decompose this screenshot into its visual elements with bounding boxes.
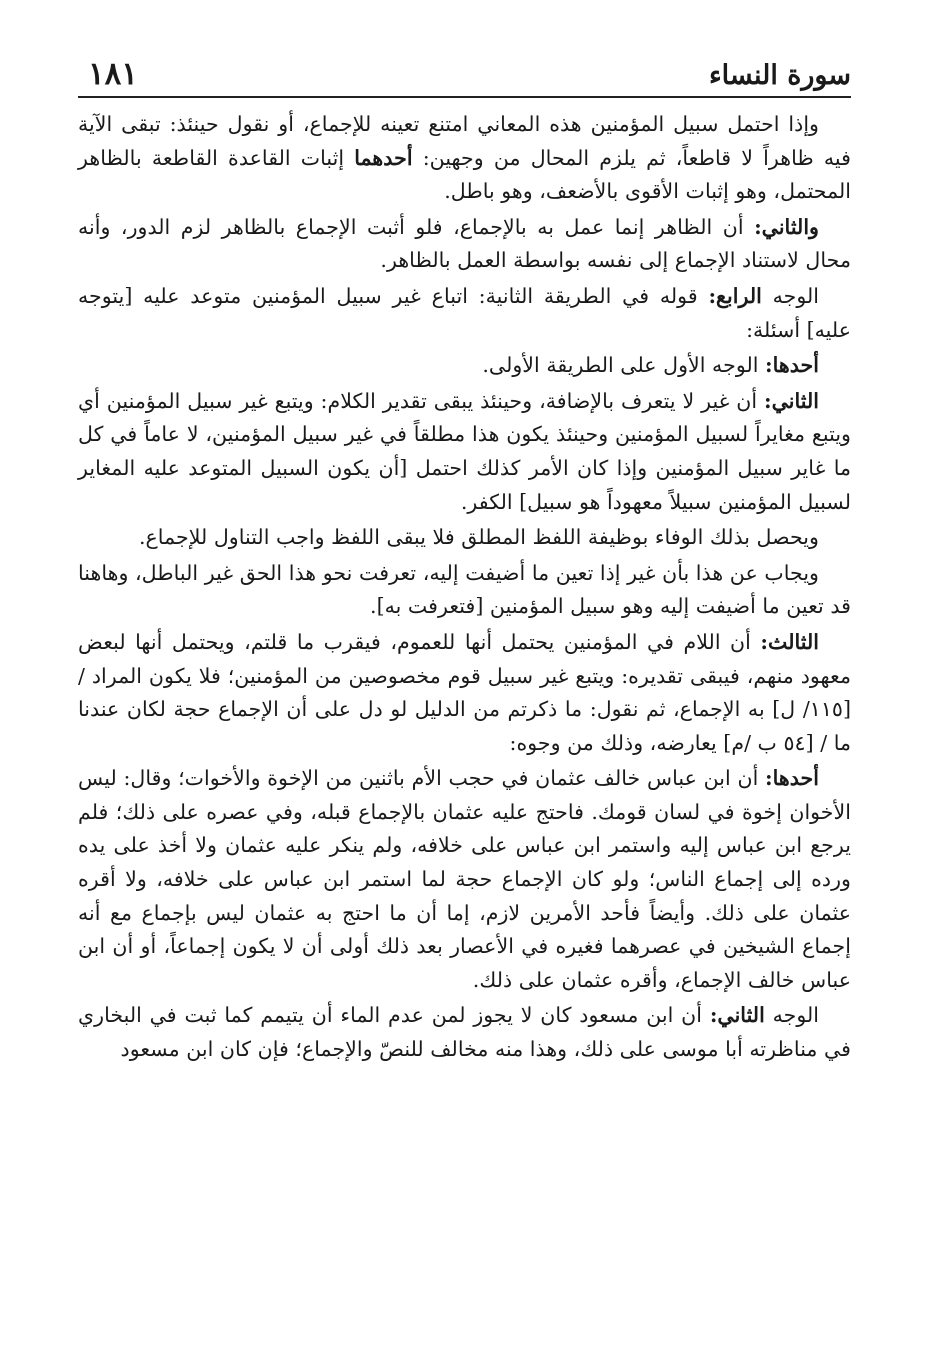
page-header [78, 52, 851, 96]
paragraph: الوجه الرابع: قوله في الطريقة الثانية: اتباع غير سبيل المؤمنين متوعد عليه [يتوجه عليه] أسئلة: [78, 283, 851, 342]
paragraph: والثاني: أن الظاهر إنما عمل به بالإجماع، فلو أثبت الإجماع بالظاهر لزم الدور، وأنه محال لاستناد الإجماع إلى نفسه بواسطة العمل بالظاهر. [78, 214, 851, 273]
paragraph: أحدها: أن ابن عباس خالف عثمان في حجب الأم باثنين من الإخوة والأخوات؛ وقال: ليس الأخوان إخوة في لسان قومك. فاحتج عليه عثمان بالإجماع قبله، وفي عصره على ذلك؛ فلم يرجع ابن عباس إليه واستمر ابن عباس على خلافه، ولم ينكر عليه عثمان ولا أخذ على يده ورده إلى إجماع الناس؛ ولو كان الإجماع حجة لما استمر ابن عباس على خلافه، ولا أقره عثمان على ذلك. وأيضاً فأحد الأمرين لازم، إما أن ما احتج به عثمان ليس بإجماع مع أنه إجماع الشيخين في عصرهما فغيره في الأعصار بعد ذلك أولى أن لا يكون إجماعاً، أو أن ابن عباس خالف الإجماع، وأقره عثمان على ذلك. [78, 766, 851, 992]
surah-title: سورة النساء [708, 60, 851, 91]
page-body [78, 108, 851, 1067]
paragraph: أحدها: الوجه الأول على الطريقة الأولى. [482, 353, 819, 378]
paragraph: الوجه الثاني: أن ابن مسعود كان لا يجوز لمن عدم الماء أن يتيمم كما ثبت في البخاري في مناظرته أبا موسى على ذلك، وهذا منه مخالف للنصّ والإجماع؛ فإن كان ابن مسعود [78, 1003, 851, 1062]
paragraph: الثاني: أن غير لا يتعرف بالإضافة، وحينئذ يبقى تقدير الكلام: ويتبع غير سبيل المؤمنين أي ويتبع مغايراً لسبيل المؤمنين وحينئذ يكون هذا مطلقاً في غير سبيل المؤمنين، لا عاماً في كل ما غاير سبيل المؤمنين وإذا كان الأمر كذلك احتمل [أن يكون السبيل المتوعد عليه المغاير لسبيل المؤمنين سبيلاً معهوداً هو سبيل] الكفر. [78, 388, 851, 514]
page-number: ١٨١ [88, 56, 138, 92]
paragraph: ويجاب عن هذا بأن غير إذا تعين ما أضيفت إليه، تعرفت نحو هذا الحق غير الباطل، وهاهنا قد تعين ما أضيفت إليه وهو سبيل المؤمنين [فتعرفت به]. [78, 560, 851, 619]
paragraph: الثالث: أن اللام في المؤمنين يحتمل أنها للعموم، فيقرب ما قلتم، ويحتمل أنها لبعض معهود منهم، فيبقى تقديره: ويتبع غير سبيل قوم مخصوصين من المؤمنين؛ فلا يكون المراد / [١١٥/ ل] به الإجماع، ثم نقول: ما ذكرتم من الدليل لو دل على أن الإجماع حجة لكان عندنا ما / [٥٤ ب /م] يعارضه، وذلك من وجوه: [78, 629, 851, 755]
paragraph: ويحصل بذلك الوفاء بوظيفة اللفظ المطلق فلا يبقى اللفظ واجب التناول للإجماع. [138, 525, 819, 550]
paragraph: وإذا احتمل سبيل المؤمنين هذه المعاني امتنع تعينه للإجماع، أو نقول حينئذ: تبقى الآية فيه ظاهراً لا قاطعاً، ثم يلزم المحال من وجهين: أحدهما إثبات القاعدة القاطعة بالظاهر المحتمل، وهو إثبات الأقوى بالأضعف، وهو باطل. [78, 112, 851, 204]
header-rule [78, 96, 851, 98]
